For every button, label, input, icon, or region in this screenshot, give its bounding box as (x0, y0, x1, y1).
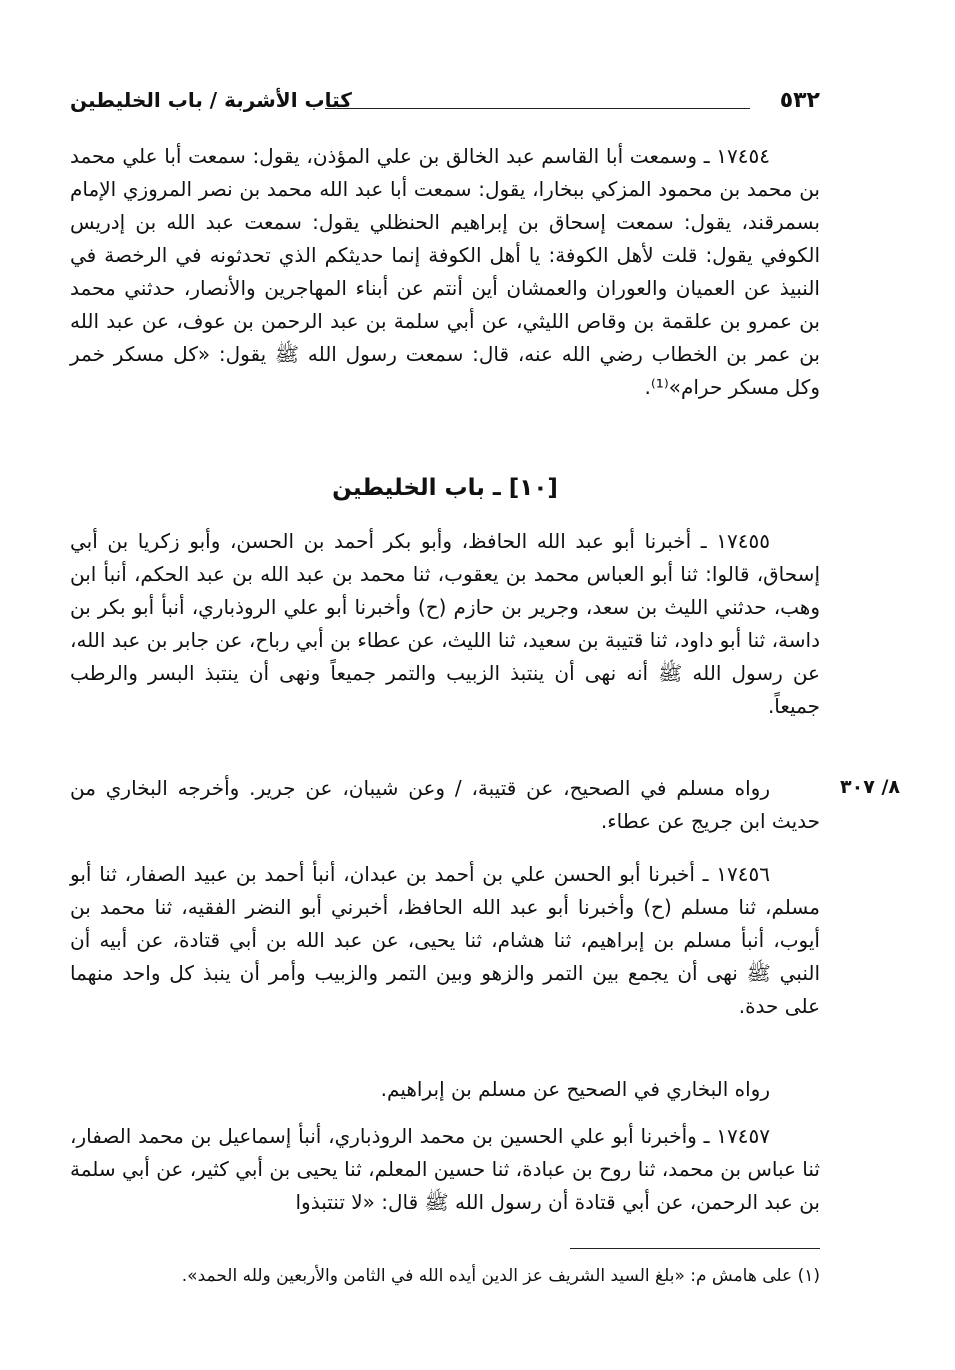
footnote-rule (570, 1248, 820, 1249)
paragraph-text: ١٧٤٥٦ ـ أخبرنا أبو الحسن علي بن أحمد بن عبدان، أنبأ أحمد بن عبيد الصفار، ثنا أبو مسلم، ثنا مسلم (ح) وأخبرنا أبو عبد الله الحافظ، أخبرني أبو النضر الفقيه، ثنا محمد بن أيوب، أنبأ مسلم بن إبراهيم، ثنا هشام، ثنا يحيى، عن عبد الله بن أبي قتادة، عن أبيه أن النبي ﷺ نهى أن يجمع بين التمر والزهو وبين التمر والزبيب وأمر أن ينبذ كل واحد منهما على حدة. (70, 862, 820, 1018)
paragraph-text: ١٧٤٥٥ ـ أخبرنا أبو عبد الله الحافظ، وأبو بكر أحمد بن الحسن، وأبو زكريا بن أبي إسحاق، قالوا: ثنا أبو العباس محمد بن يعقوب، ثنا محمد بن عبد الله بن عبد الحكم، أنبأ ابن وهب، حدثني الليث بن سعد، وجرير بن حازم (ح) وأخبرنا أبو علي الروذباري، أنبأ أبو بكر بن داسة، ثنا أبو داود، ثنا قتيبة بن سعيد، ثنا الليث، عن عطاء بن أبي رباح، عن جابر بن عبد الله، عن رسول الله ﷺ أنه نهى أن ينتبذ الزبيب والتمر جميعاً ونهى أن ينتبذ البسر والرطب جميعاً. (70, 529, 820, 718)
paragraph-text: ١٧٤٥٤ ـ وسمعت أبا القاسم عبد الخالق بن علي المؤذن، يقول: سمعت أبا علي محمد بن محمد بن محمود المزكي ببخارا، يقول: سمعت أبا عبد الله محمد بن نصر المروزي الإمام بسمرقند، يقول: سمعت إسحاق بن إبراهيم الحنظلي يقول: سمعت عبد الله بن إدريس الكوفي يقول: قلت لأهل الكوفة: يا أهل الكوفة إنما حديثكم الذي تحدثونه في الرخصة في النبيذ عن العميان والعوران والعمشان أين أنتم عن أبناء المهاجرين والأنصار، حدثني محمد بن عمرو بن علقمة بن وقاص الليثي، عن أبي سلمة بن عبد الرحمن بن عوف، عن عبد الله بن عمر بن الخطاب رضي الله عنه، قال: سمعت رسول الله ﷺ يقول: «كل مسكر خمر وكل مسكر حرام»⁽¹⁾. (70, 144, 820, 399)
hadith-17454 (70, 140, 820, 404)
hadith-17457 (70, 1120, 820, 1219)
paragraph-text: رواه مسلم في الصحيح، عن قتيبة، / وعن شيبان، عن جرير. وأخرجه البخاري من حديث ابن جريج عن عطاء. (70, 776, 820, 833)
section-heading: [١٠] ـ باب الخليطين (332, 475, 558, 501)
margin-volume-page-reference: ٨/ ٣٠٧ (840, 776, 900, 798)
commentary-muslim (70, 772, 820, 838)
running-title: كتاب الأشربة / باب الخليطين (70, 88, 352, 112)
commentary-bukhari (70, 1073, 820, 1106)
page-header (70, 88, 820, 122)
hadith-17456 (70, 858, 820, 1023)
footnote: (١) على هامش م: «بلغ السيد الشريف عز الدين أيده الله في الثامن والأربعين ولله الحمد». (181, 1266, 820, 1286)
paragraph-text: ١٧٤٥٧ ـ وأخبرنا أبو علي الحسين بن محمد الروذباري، أنبأ إسماعيل بن محمد الصفار، ثنا عباس بن محمد، ثنا روح بن عبادة، ثنا حسين المعلم، ثنا يحيى بن أبي كثير، عن أبي سلمة بن عبد الرحمن، عن أبي قتادة أن رسول الله ﷺ قال: «لا تنتبذوا (70, 1124, 820, 1214)
paragraph-text: رواه البخاري في الصحيح عن مسلم بن إبراهيم. (380, 1077, 770, 1101)
hadith-17455 (70, 525, 820, 723)
page-number: ٥٣٢ (779, 88, 820, 113)
header-rule (325, 108, 750, 109)
